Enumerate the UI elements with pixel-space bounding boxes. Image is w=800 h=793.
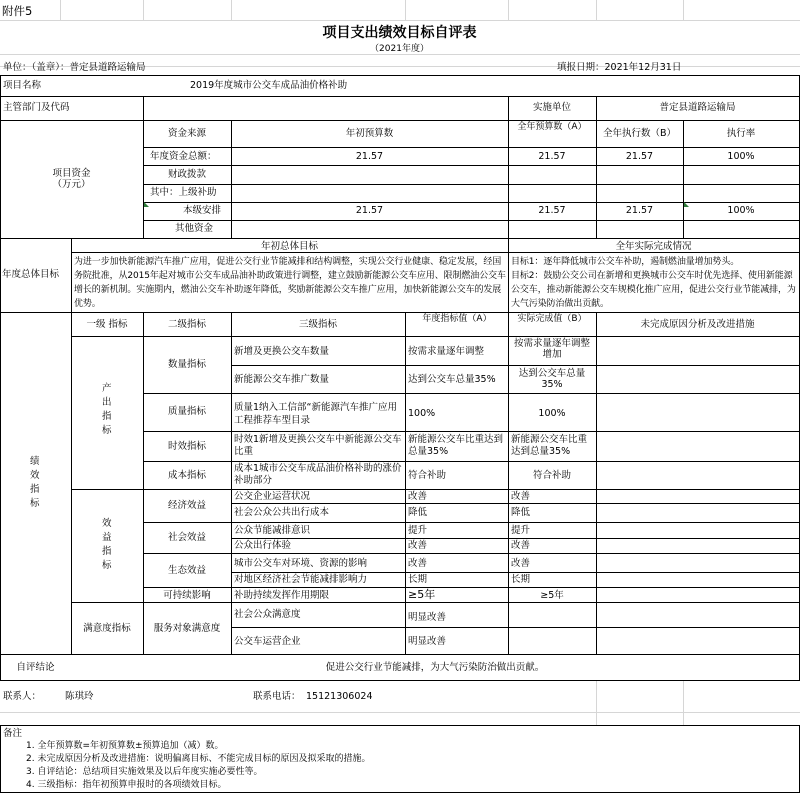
contact-name: 陈琪玲 — [65, 691, 94, 702]
target-value: 改善 — [408, 491, 428, 502]
goals-actual-text: 目标1：逐年降低城市公交车补助，遏制燃油量增加势头。 目标2：鼓励公交公司在新增和更换城市公交车时优先选择、使用新能源公交车，推动新能源公交车规模化推广应用，促进公交行业节能减排，为大气污染防治做出贡献。 — [511, 257, 796, 309]
target-value: 明显改善 — [408, 612, 447, 623]
group-timeliness: 时效指标 — [167, 441, 206, 452]
funds-header-rate: 执行率 — [726, 128, 756, 139]
notes-label: 备注 — [3, 728, 23, 739]
actual-value: 提升 — [511, 525, 531, 536]
target-value: 改善 — [408, 558, 428, 569]
actual-value: ≥5年 — [540, 590, 564, 601]
third-indicator: 社会公众公共出行成本 — [234, 507, 330, 518]
funds-header-source: 资金来源 — [167, 128, 206, 139]
output-indicator-label: 产出指标 — [102, 383, 112, 436]
goals-initial-text: 为进一步加快新能源汽车推广应用，促进公交行业节能减排和结构调整，实现公交行业健康、稳定发展，经国务院批准，从2015年起对城市公交车成品油补助政策进行调整，建立鼓励新能源公交车应用、限制燃油公交车增长的新机制。实施期内，燃油公交车补助逐年降低，奖励新能源公交车推广应用，加快新能源公交车的发展优势。 — [74, 257, 506, 309]
funds-header-annual: 全年预算数（A） — [517, 122, 587, 132]
funds-row-initial: 21.57 — [355, 205, 384, 216]
group-service: 服务对象满意度 — [153, 623, 221, 634]
actual-value: 降低 — [511, 507, 531, 518]
impl-unit-label: 实施单位 — [532, 102, 571, 113]
funds-label: 项目资金 （万元） — [52, 168, 91, 190]
funds-row-rate: 100% — [727, 151, 755, 162]
note-item: 3. 自评结论：总结项目实施效果及以后年度实施必要性等。 — [26, 767, 263, 777]
phone-label: 联系电话： — [253, 691, 301, 702]
funds-row-annual: 21.57 — [538, 205, 566, 216]
funds-row-name: 年度资金总额： — [150, 151, 217, 162]
goals-label: 年度总体目标 — [2, 269, 60, 280]
actual-value: 100% — [538, 408, 566, 419]
group-sustainable: 可持续影响 — [163, 590, 211, 601]
target-value: 提升 — [408, 525, 428, 536]
third-indicator: 补助持续发挥作用期限 — [234, 590, 330, 601]
goals-initial-header: 年初总体目标 — [260, 241, 318, 252]
note-item: 4. 三级指标：指年初预算申报时的各项绩效目标。 — [26, 780, 227, 790]
unit-line: 单位：（盖章）：普定县道路运输局 — [3, 62, 146, 73]
fill-date: 填报日期：2021年12月31日 — [557, 62, 682, 73]
self-eval-text: 促进公交行业节能减排，为大气污染防治做出贡献。 — [325, 662, 545, 673]
perf-header-target: 年度指标值（A） — [422, 314, 492, 324]
third-indicator: 公交企业运营状况 — [234, 491, 311, 502]
third-indicator: 成本1城市公交车成品油价格补助的涨价补助部分 — [234, 463, 402, 486]
target-value: 符合补助 — [408, 470, 447, 481]
perf-header-third: 三级指标 — [298, 319, 337, 330]
group-quantity: 数量指标 — [167, 359, 206, 370]
funds-header-initial: 年初预算数 — [345, 128, 394, 139]
funds-row-name: 其他资金 — [175, 223, 214, 234]
attachment-label: 附件5 — [2, 4, 33, 18]
goals-actual-header: 全年实际完成情况 — [615, 241, 692, 252]
group-social: 社会效益 — [167, 532, 206, 543]
target-value: 改善 — [408, 540, 428, 551]
actual-value: 符合补助 — [532, 470, 571, 481]
target-value: 新能源公交车比重达到总量35% — [408, 434, 504, 457]
project-name-value: 2019年度城市公交车成品油价格补助 — [190, 80, 348, 91]
group-cost: 成本指标 — [167, 470, 206, 481]
funds-row-initial: 21.57 — [355, 151, 384, 162]
effect-indicator-label: 效益指标 — [102, 518, 112, 571]
actual-value: 改善 — [511, 558, 531, 569]
target-value: 长期 — [408, 574, 428, 585]
dept-label: 主管部门及代码 — [3, 102, 70, 113]
perf-header-second: 二级指标 — [167, 319, 206, 330]
impl-unit-value: 普定县道路运输局 — [659, 102, 736, 113]
third-indicator: 社会公众满意度 — [234, 609, 301, 620]
target-value: 按需求量逐年调整 — [408, 346, 485, 357]
contact-label: 联系人： — [3, 691, 42, 702]
target-value: 明显改善 — [408, 636, 447, 647]
actual-value: 改善 — [511, 540, 531, 551]
self-eval-label: 自评结论 — [16, 662, 55, 673]
actual-value: 按需求量逐年调整增加 — [513, 338, 590, 360]
funds-row-name: 其中：上级补助 — [150, 187, 217, 198]
third-indicator: 时效1新增及更换公交车中新能源公交车比重 — [234, 434, 402, 457]
third-indicator: 质量1纳入工信部“新能源汽车推广应用工程推荐车型目录 — [234, 402, 397, 426]
actual-value: 新能源公交车比重达到总量35% — [511, 434, 588, 457]
page-title: 项目支出绩效目标自评表 — [322, 25, 477, 41]
perf-header-analysis: 未完成原因分析及改进措施 — [640, 319, 755, 330]
third-indicator: 对地区经济社会节能减排影响力 — [234, 574, 368, 585]
third-indicator: 公众出行体验 — [234, 540, 292, 551]
phone-number: 15121306024 — [306, 691, 373, 702]
note-item: 2. 未完成原因分析及改进措施：说明偏离目标、不能完成目标的原因及拟采取的措施。 — [26, 754, 371, 764]
actual-value: 达到公交车总量35% — [518, 368, 586, 390]
target-value: ≥5年 — [408, 588, 436, 601]
target-value: 100% — [408, 408, 436, 419]
funds-row-executed: 21.57 — [625, 151, 654, 162]
funds-row-executed: 21.57 — [625, 205, 654, 216]
third-indicator: 新能源公交车推广数量 — [234, 374, 330, 385]
funds-row-name: 财政拨款 — [168, 169, 207, 180]
target-value: 达到公交车总量35% — [408, 374, 496, 385]
third-indicator: 新增及更换公交车数量 — [234, 346, 330, 357]
target-value: 降低 — [408, 507, 428, 518]
actual-value: 长期 — [511, 574, 531, 585]
funds-row-name: 本级安排 — [183, 205, 222, 216]
group-economic: 经济效益 — [167, 500, 206, 511]
group-quality: 质量指标 — [167, 406, 206, 417]
actual-value: 改善 — [511, 491, 531, 502]
project-name-label: 项目名称 — [3, 80, 42, 91]
funds-header-executed: 全年执行数（B） — [602, 128, 677, 139]
perf-label: 绩效指标 — [30, 456, 40, 509]
third-indicator: 公众节能减排意识 — [234, 525, 311, 536]
funds-row-rate: 100% — [727, 205, 755, 216]
note-item: 1. 全年预算数=年初预算数±预算追加（减）数。 — [26, 741, 224, 751]
satisfaction-indicator-label: 满意度指标 — [83, 623, 131, 634]
perf-header-actual: 实际完成值（B） — [517, 314, 587, 324]
group-ecological: 生态效益 — [167, 565, 206, 576]
perf-header-first: 一级 指标 — [86, 319, 128, 330]
third-indicator: 城市公交车对环境、资源的影响 — [234, 558, 368, 569]
funds-row-annual: 21.57 — [538, 151, 566, 162]
report-year: （2021年度） — [370, 44, 429, 54]
third-indicator: 公交车运营企业 — [234, 636, 301, 647]
